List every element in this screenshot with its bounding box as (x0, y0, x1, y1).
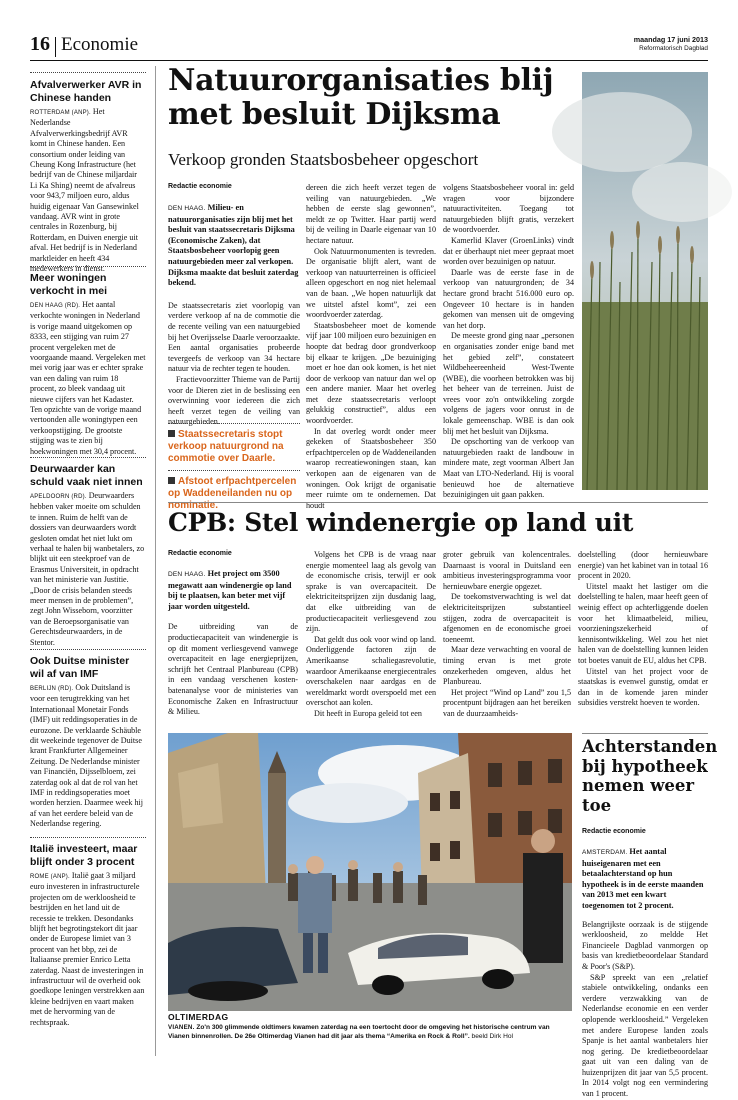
quote-rule (168, 423, 300, 424)
article-intro (168, 203, 300, 289)
paragraph: Belangrijkste oorzaak is de stijgende werkloosheid, zo meldde Het Financieele Dagblad vanmorgen op basis van kredietbeoordelaar Standard & Poor's (S&P). (582, 919, 708, 971)
paragraph: Staatsbosbeheer moet de komende vijf jaar 100 miljoen euro bezuinigen en hoopte dat bedrag door grondverkoop bij elkaar te krijgen. „De bezuiniging moet er hoe dan ook komen, is het niet door de verkoop van natuur dan wel op een andere manier. Maar het overleg met deze staatssecretaris verloopt gelukkig constructief”, aldus een woordvoerder. (306, 320, 436, 426)
intro-text: Het project om 3500 megawatt aan windenergie op land bij te plaatsen, kan beter met vijf jaar worden uitgesteld. (168, 569, 292, 611)
byline: Redactie economie (168, 550, 232, 557)
byline: Redactie economie (582, 828, 646, 835)
quote-rule (168, 470, 300, 471)
news-brief-woningen (30, 272, 146, 457)
article2-col1 (168, 550, 298, 718)
intro-text: Het aantal huiseigenaren met een betaalachterstand op hun hypotheek is in de eerste maanden van 2013 met een kwart toegenomen tot 2 procent. (582, 847, 704, 910)
article1-col3 (443, 183, 574, 501)
sidebar-rule (30, 649, 146, 650)
paragraph: De toekomstverwachting is wel dat elektriciteitsprijzen substantieel stijgen, zodra de overcapaciteit is afgenomen en de economische groei toeneemt. (443, 592, 571, 644)
brief-title: Italië investeert, maar blijft onder 3 procent (30, 843, 138, 868)
brief-text: Het aantal verkochte woningen in Nederland is vorige maand uitgekomen op 8333, een stijging van ruim 27 procent vergeleken met de voorgaande maand. Vergeleken met mei vorig jaar was er echter sprake van een daling van ruim 18 procent, zo bleek vandaag uit nieuwe cijfers van het Kadaster. Ten opzichte van de vorige maand vertoonden alle woningtypen een verkoopstijging. De grootste stijging was te zien bij hoekwoningen met 30,4 procent. (30, 300, 146, 456)
header-divider (55, 37, 56, 57)
subhead: Verkoop gronden Staatsbosbeheer opgeschort (168, 150, 479, 169)
paragraph: Dat geldt dus ook voor wind op land. Onderliggende factoren zijn de Amerikaanse schaliegasrevolutie, waardoor Amerikaanse energiecentrales overschakelen naar aardgas en de wereldmarkt wordt overspoeld met een overschot aan kolen. (306, 634, 436, 708)
page-number: 16 (30, 33, 50, 55)
article3-rule (582, 733, 708, 734)
header-rule (30, 60, 708, 61)
caption-kicker: OLTIMERDAG (168, 1012, 229, 1022)
paragraph: Maar deze verwachting en vooral de timing ervan is met grote onzekerheden omgeven, aldus het Planbureau. (443, 645, 571, 687)
pull-quote: Staatssecretaris stopt verkoop natuurgrond na commotie over Daarle. (168, 428, 284, 464)
headline-cpb: CPB: Stel windenergie op land uit (168, 508, 634, 537)
brief-text: Deurwaarders hebben vaker moeite om schulden te innen. Ruim de helft van de dossiers van deurwaarders wordt gesloten omdat het niet lukt om verhaal te halen bij wanbetalers, zo blijkt uit een steekproef van de Erasmus Universiteit, in opdracht van het ministerie van Justitie. „Door de crisis belanden steeds meer mensen in de problemen”, zegt John Wisseborn, voorzitter van de Beroepsorganisatie van Gerechtsdeurwaarders, in de Stentor. (30, 491, 145, 647)
paper-name: Reformatorisch Dagblad (639, 45, 708, 52)
brief-text: Ook Duitsland is voor een terugtrekking van het Internationaal Monetair Fonds (IMF) uit reddingsoperaties in de eurozone. De verklaarde Schäuble dit weekeinde tegenover de Duitse krant Frankfurter Allgemeiner Zeitung. De Nederlandse minister van Financiën, Dijsselbloem, zei zaterdag ook al dat de rol van het IMF in reddingsoperaties moet worden herzien. Daarmee week hij af van het eerdere beleid van de Nederlandse regering. (30, 683, 144, 829)
article1-col1 (168, 183, 300, 512)
paragraph: volgens Staatsbosbeheer vooral in: geld vragen voor bijzondere natuuractiviteiten. Toegang tot natuurgebieden blijft gratis, verzekert de woordvoerder. (443, 183, 574, 235)
brief-dateline: APELDOORN (RD). (30, 494, 87, 500)
article2-col2 (306, 550, 436, 720)
paragraph: Uitstel van het project voor de staatskas is evenwel gunstig, omdat er dan in de komende jaren minder subsidies verstrekt hoeven te worden. (578, 666, 708, 708)
paragraph: De uitbreiding van de productiecapaciteit van windenergie is op dit moment verliesgevend vanwege overcapaciteit en lage energieprijzen, schrijft het Centraal Planbureau (CPB) in een vandaag verschenen kosten-batenanalyse voor de ministeries van Economische Zaken en Infrastructuur & Milieu. (168, 622, 298, 717)
paragraph: Volgens het CPB is de vraag naar energie momenteel laag als gevolg van de economische crisis, terwijl er ook sprake is van overcapaciteit. De elektriciteitsprijzen zijn dusdanig laag, dat elke uitbreiding van de productiecapaciteit verliesgevend zou zijn. (306, 550, 436, 634)
article3-body (582, 828, 708, 1100)
caption-dateline: VIANEN. (168, 1024, 195, 1031)
bullet-square-icon (168, 430, 175, 437)
article-intro (582, 847, 708, 912)
news-brief-afvalverwerker (30, 79, 146, 275)
brief-title: Deurwaarder kan schuld vaak niet innen (30, 463, 143, 488)
sidebar-rule (30, 72, 146, 73)
brief-text: Het Nederlandse Afvalverwerkingsbedrijf AVR komt in Chinese handen. Een consortium onder leiding van Cheung Kong Infrastructure (het bedrijf van de Chinese miljardair Li Ka Shing) neemt de afvalreus voor 943,7 miljoen euro, aldus huidig eigenaar Van Gansewinkel vandaag. AVR wint in grote centrales in Rozenburg, bij Rotterdam, en Duiven energie uit afval. Het bedrijf is in Nederland marktleider en heeft 434 medewerkers in dienst. (30, 107, 139, 274)
news-brief-imf (30, 655, 146, 830)
brief-title: Ook Duitse minister wil af van IMF (30, 655, 130, 680)
paragraph: Kamerlid Klaver (GroenLinks) vindt dat er überhaupt niet meer gepraat moet worden over bezuinigen op natuur. (443, 235, 574, 267)
paragraph: Het project “Wind op Land” zou 1,5 procentpunt bijdragen aan het bereiken van de duurzaamheids- (443, 687, 571, 718)
dateline: DEN HAAG. (168, 205, 206, 212)
brief-dateline: BERLIJN (RD). (30, 686, 74, 692)
sidebar-rule (30, 266, 146, 267)
page-date: maandag 17 juni 2013 (633, 35, 708, 44)
paragraph: dereen die zich heeft verzet tegen de veiling van natuurgebieden. „We hebben de eerste slag gewonnen”, meldt ze op Twitter. Haar partij werd bij de veiling in Daarle eigenaar van 10 hectare natuur. (306, 183, 436, 245)
intro-text: Milieu- en natuurorganisaties zijn blij met het besluit van staatssecretaris Dijksma (Economische Zaken), dat Staatsbosbeheer voorlopig geen natuurgebieden meer zal verkopen. Dijksma maakte dat besluit zaterdag bekend. (168, 203, 299, 288)
byline: Redactie economie (168, 183, 232, 190)
caption-text: Zo'n 300 glimmende oldtimers kwamen zaterdag na een toertocht door de omgeving het historische centrum van Vianen binnenrollen. De 26e Oltimerdag Vianen had dit jaar als thema “Amerika en Rock & Roll”. (168, 1024, 550, 1040)
bullet-square-icon (168, 477, 175, 484)
article-intro (168, 569, 298, 612)
paragraph: De opschorting van de verkoop van natuurgebieden raakt de landbouw in mindere mate, zegt voorman Albert Jan Maat van LTO-Nederland. Hij is vooral benieuwd hoe de alternatieve bezuinigingen uit gaan pakken. (443, 437, 574, 500)
photo-oltimerdag (168, 733, 572, 1011)
brief-text: Italië gaat 3 miljard euro investeren in infrastructurele projecten om de werkloosheid te bestrijden en het land uit de recessie te trekken. Desondanks blijft het begrotingstekort dit jaar onder de Europese limiet van 3 procent van het bbp, zei de Italiaanse premier Enrico Letta zaterdag. Naast de investeringen in infrastructuur wil de overheid ook goedkope leningen verstrekken aan kleine bedrijven en vaart maken met de hervorming van de rechtspraak. (30, 871, 145, 1027)
photo-credit: beeld Dirk Hol (471, 1032, 513, 1040)
section-title: Economie (61, 34, 139, 55)
paragraph: S&P spreekt van een „relatief stabiele ontwikkeling, ondanks een verdere verzwakking van de Nederlandse economie en een verder oplopende werkloosheid.” Vergeleken met andere Europese landen zoals Spanje is het aantal wanbetalers hier nog gering. De kredietbeoordelaar gaat uit van een daling van de huizenprijzen dit jaar van 5,5 procent. In 2014 volgt nog een vermindering van 1 procent. (582, 972, 708, 1099)
paragraph: Uitstel maakt het lastiger om die doelstelling te halen, maar heeft geen of weinig effect op achterliggende doelen voor het klimaatbeleid, milieu, voorzieningszekerheid of kennisontwikkeling. Wel zou het niet halen van de doelstelling kunnen leiden tot boetes vanuit de EU, aldus het CPB. (578, 581, 708, 665)
news-brief-italie (30, 843, 146, 1028)
news-brief-deurwaarder (30, 463, 146, 648)
paragraph: doelstelling (door hernieuwbare energie) van het kabinet van in totaal 16 procent in 2020. (578, 550, 708, 581)
brief-title: Meer woningen verkocht in mei (30, 272, 108, 297)
brief-dateline: ROTTERDAM (ANP). (30, 110, 91, 116)
sidebar-rule (30, 457, 146, 458)
pull-quote: Afstoot erfpachtpercelen op Waddeneilanden nu op nominatie. (168, 476, 297, 511)
dateline: DEN HAAG. (168, 571, 206, 578)
paragraph: Dit heeft in Europa geleid tot een (314, 708, 422, 718)
paragraph: Ook Natuurmonumenten is tevreden. De organisatie blijft alert, want de verkoop van natuurterreinen is officieel alleen opgeschort en nog niet helemaal van de baan. „We hopen natuurlijk dat we uitstel afstel komt”, zei een woordvoerder zaterdag. (306, 246, 436, 320)
article2-col4 (578, 550, 708, 709)
brief-dateline: ROME (ANP). (30, 874, 70, 880)
brief-dateline: DEN HAAG (RD). (30, 303, 81, 309)
paragraph: Daarle was de eerste fase in de verkoop van natuurgronden; de 34 hectare grond bracht 516.000 euro op. Ongeveer 10 hectare is in handen gekomen van mensen uit de omgeving van het dorp. (443, 267, 574, 330)
column-divider (155, 66, 156, 1056)
headline-achterstanden: Achterstanden bij hypotheek nemen weer toe (582, 737, 718, 815)
article2-col3 (443, 550, 571, 720)
paragraph: Fractievoorzitter Thieme van de Partij voor de Dieren ziet in de beslissing een overwinning voor iedereen die zich heeft verzet tegen de veiling van natuurgebieden. (168, 374, 300, 427)
paragraph: groter gebruik van kolencentrales. Daarnaast is vooral in Duitsland een ambitieus investeringsprogramma voor hernieuwbare energie opgezet. (443, 550, 571, 591)
headline-natuurorganisaties: Natuurorganisaties blij met besluit Dijksma (168, 63, 554, 132)
photo-caption (168, 1012, 572, 1041)
paragraph: De staatssecretaris ziet voorlopig van verdere verkoop af na de commotie die de recente veiling van een natuurgebied bij het Overijsselse Daarle veroorzaakte. Een aantal organisaties probeerde tevergeefs de verkoop van 34 hectare natuur via de rechter tegen te houden. (168, 300, 300, 374)
section-rule (168, 502, 708, 503)
photo-reeds (582, 72, 708, 490)
sidebar-rule (30, 837, 146, 838)
paragraph: De meeste grond ging naar „personen en organisaties zonder enige band met het gebied zelf”, constateert Wildbeheereenheid West-Twente (WBE), die voorheen betrokken was bij het beheer van de terreinen. Juist de vrees voor zo'n ontwikkeling zorgde volgens de jagers voor onrust in de lokale gemeenschap. WBE is dan ook blij met het besluit van Dijksma. (443, 331, 574, 436)
dateline: AMSTERDAM. (582, 849, 628, 856)
paragraph: In dat overleg wordt onder meer gekeken of Staatsbosbeheer 350 erfpachtpercelen op de Waddeneilanden waarop recreatiewoningen staan, kan verkopen aan de eigenaren van de woningen. Ook krijgt de organisatie meer ruimte om te ondernemen. Dat houdt (306, 426, 436, 510)
brief-title: Afvalverwerker AVR in Chinese handen (30, 79, 142, 104)
article1-col2 (306, 183, 436, 511)
